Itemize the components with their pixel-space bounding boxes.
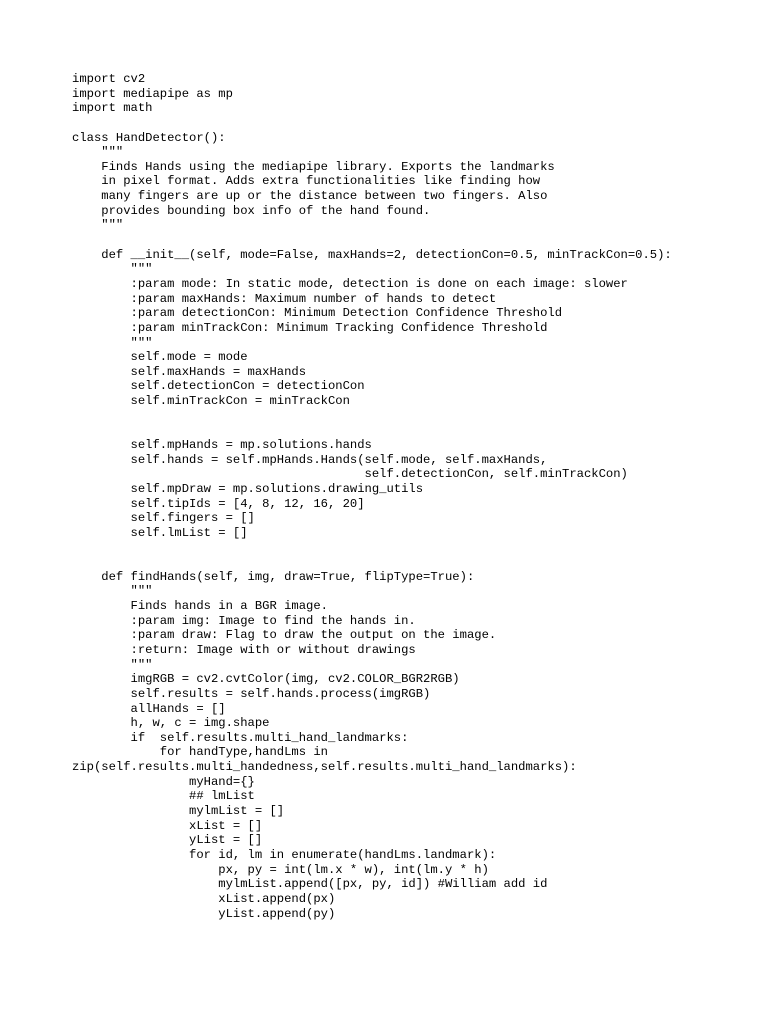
code-line: in pixel format. Adds extra functionalities like finding how [72,174,541,189]
code-line: self.tipIds = [4, 8, 12, 16, 20] [72,496,365,511]
code-line: self.mode = mode [72,350,248,365]
code-line: self.minTrackCon = minTrackCon [72,394,350,409]
code-line: self.results = self.hands.process(imgRGB) [72,686,431,701]
code-line: :param draw: Flag to draw the output on the image. [72,628,497,643]
code-line: self.detectionCon, self.minTrackCon) [72,467,628,482]
code-line: myHand={} [72,774,255,789]
code-line: xList.append(px) [72,891,336,906]
code-line [72,541,672,556]
code-line: zip(self.results.multi_handedness,self.results.multi_hand_landmarks): [72,760,577,775]
code-line: Finds hands in a BGR image. [72,599,328,614]
code-line: import mediapipe as mp [72,86,233,101]
code-line: allHands = [] [72,701,226,716]
code-line: self.hands = self.mpHands.Hands(self.mode, self.maxHands, [72,452,548,467]
code-listing [72,72,672,921]
code-line: provides bounding box info of the hand found. [72,203,431,218]
code-line: :param maxHands: Maximum number of hands to detect [72,291,497,306]
code-line: self.mpDraw = mp.solutions.drawing_utils [72,481,424,496]
code-line: h, w, c = img.shape [72,716,270,731]
code-line: self.fingers = [] [72,511,255,526]
code-line [72,233,672,248]
code-line: ## lmList [72,789,255,804]
code-line: :param minTrackCon: Minimum Tracking Confidence Threshold [72,320,548,335]
code-line: self.detectionCon = detectionCon [72,379,365,394]
code-line: """ [72,335,153,350]
code-line: mylmList = [] [72,804,285,819]
code-line: self.lmList = [] [72,525,248,540]
code-line: import cv2 [72,72,146,86]
code-line: """ [72,218,124,233]
code-line: mylmList.append([px, py, id]) #William add id [72,877,548,892]
code-line [72,423,672,438]
code-line: yList.append(py) [72,906,336,921]
code-line: """ [72,584,153,599]
code-line: if self.results.multi_hand_landmarks: [72,730,409,745]
code-line: """ [72,145,124,160]
code-line: :param mode: In static mode, detection is done on each image: slower [72,276,628,291]
code-line: yList = [] [72,833,263,848]
code-line: Finds Hands using the mediapipe library. Exports the landmarks [72,159,555,174]
code-line: px, py = int(lm.x * w), int(lm.y * h) [72,862,489,877]
code-line: def findHands(self, img, draw=True, flipType=True): [72,569,475,584]
code-line: :param detectionCon: Minimum Detection Confidence Threshold [72,306,563,321]
code-line [72,555,672,570]
code-line: class HandDetector(): [72,130,226,145]
code-line: :return: Image with or without drawings [72,642,416,657]
code-line: self.mpHands = mp.solutions.hands [72,438,372,453]
code-line [72,409,672,424]
code-line: """ [72,262,153,277]
code-line: """ [72,657,153,672]
code-line: for id, lm in enumerate(handLms.landmark): [72,847,497,862]
code-line: many fingers are up or the distance between two fingers. Also [72,189,548,204]
code-line: xList = [] [72,818,263,833]
code-line: import math [72,101,153,116]
code-line: :param img: Image to find the hands in. [72,613,416,628]
code-line: for handType,handLms in [72,745,328,760]
code-line: imgRGB = cv2.cvtColor(img, cv2.COLOR_BGR2RGB) [72,672,460,687]
code-line: self.maxHands = maxHands [72,364,307,379]
code-line: def __init__(self, mode=False, maxHands=2, detectionCon=0.5, minTrackCon=0.5): [72,247,672,262]
code-line [72,116,672,131]
